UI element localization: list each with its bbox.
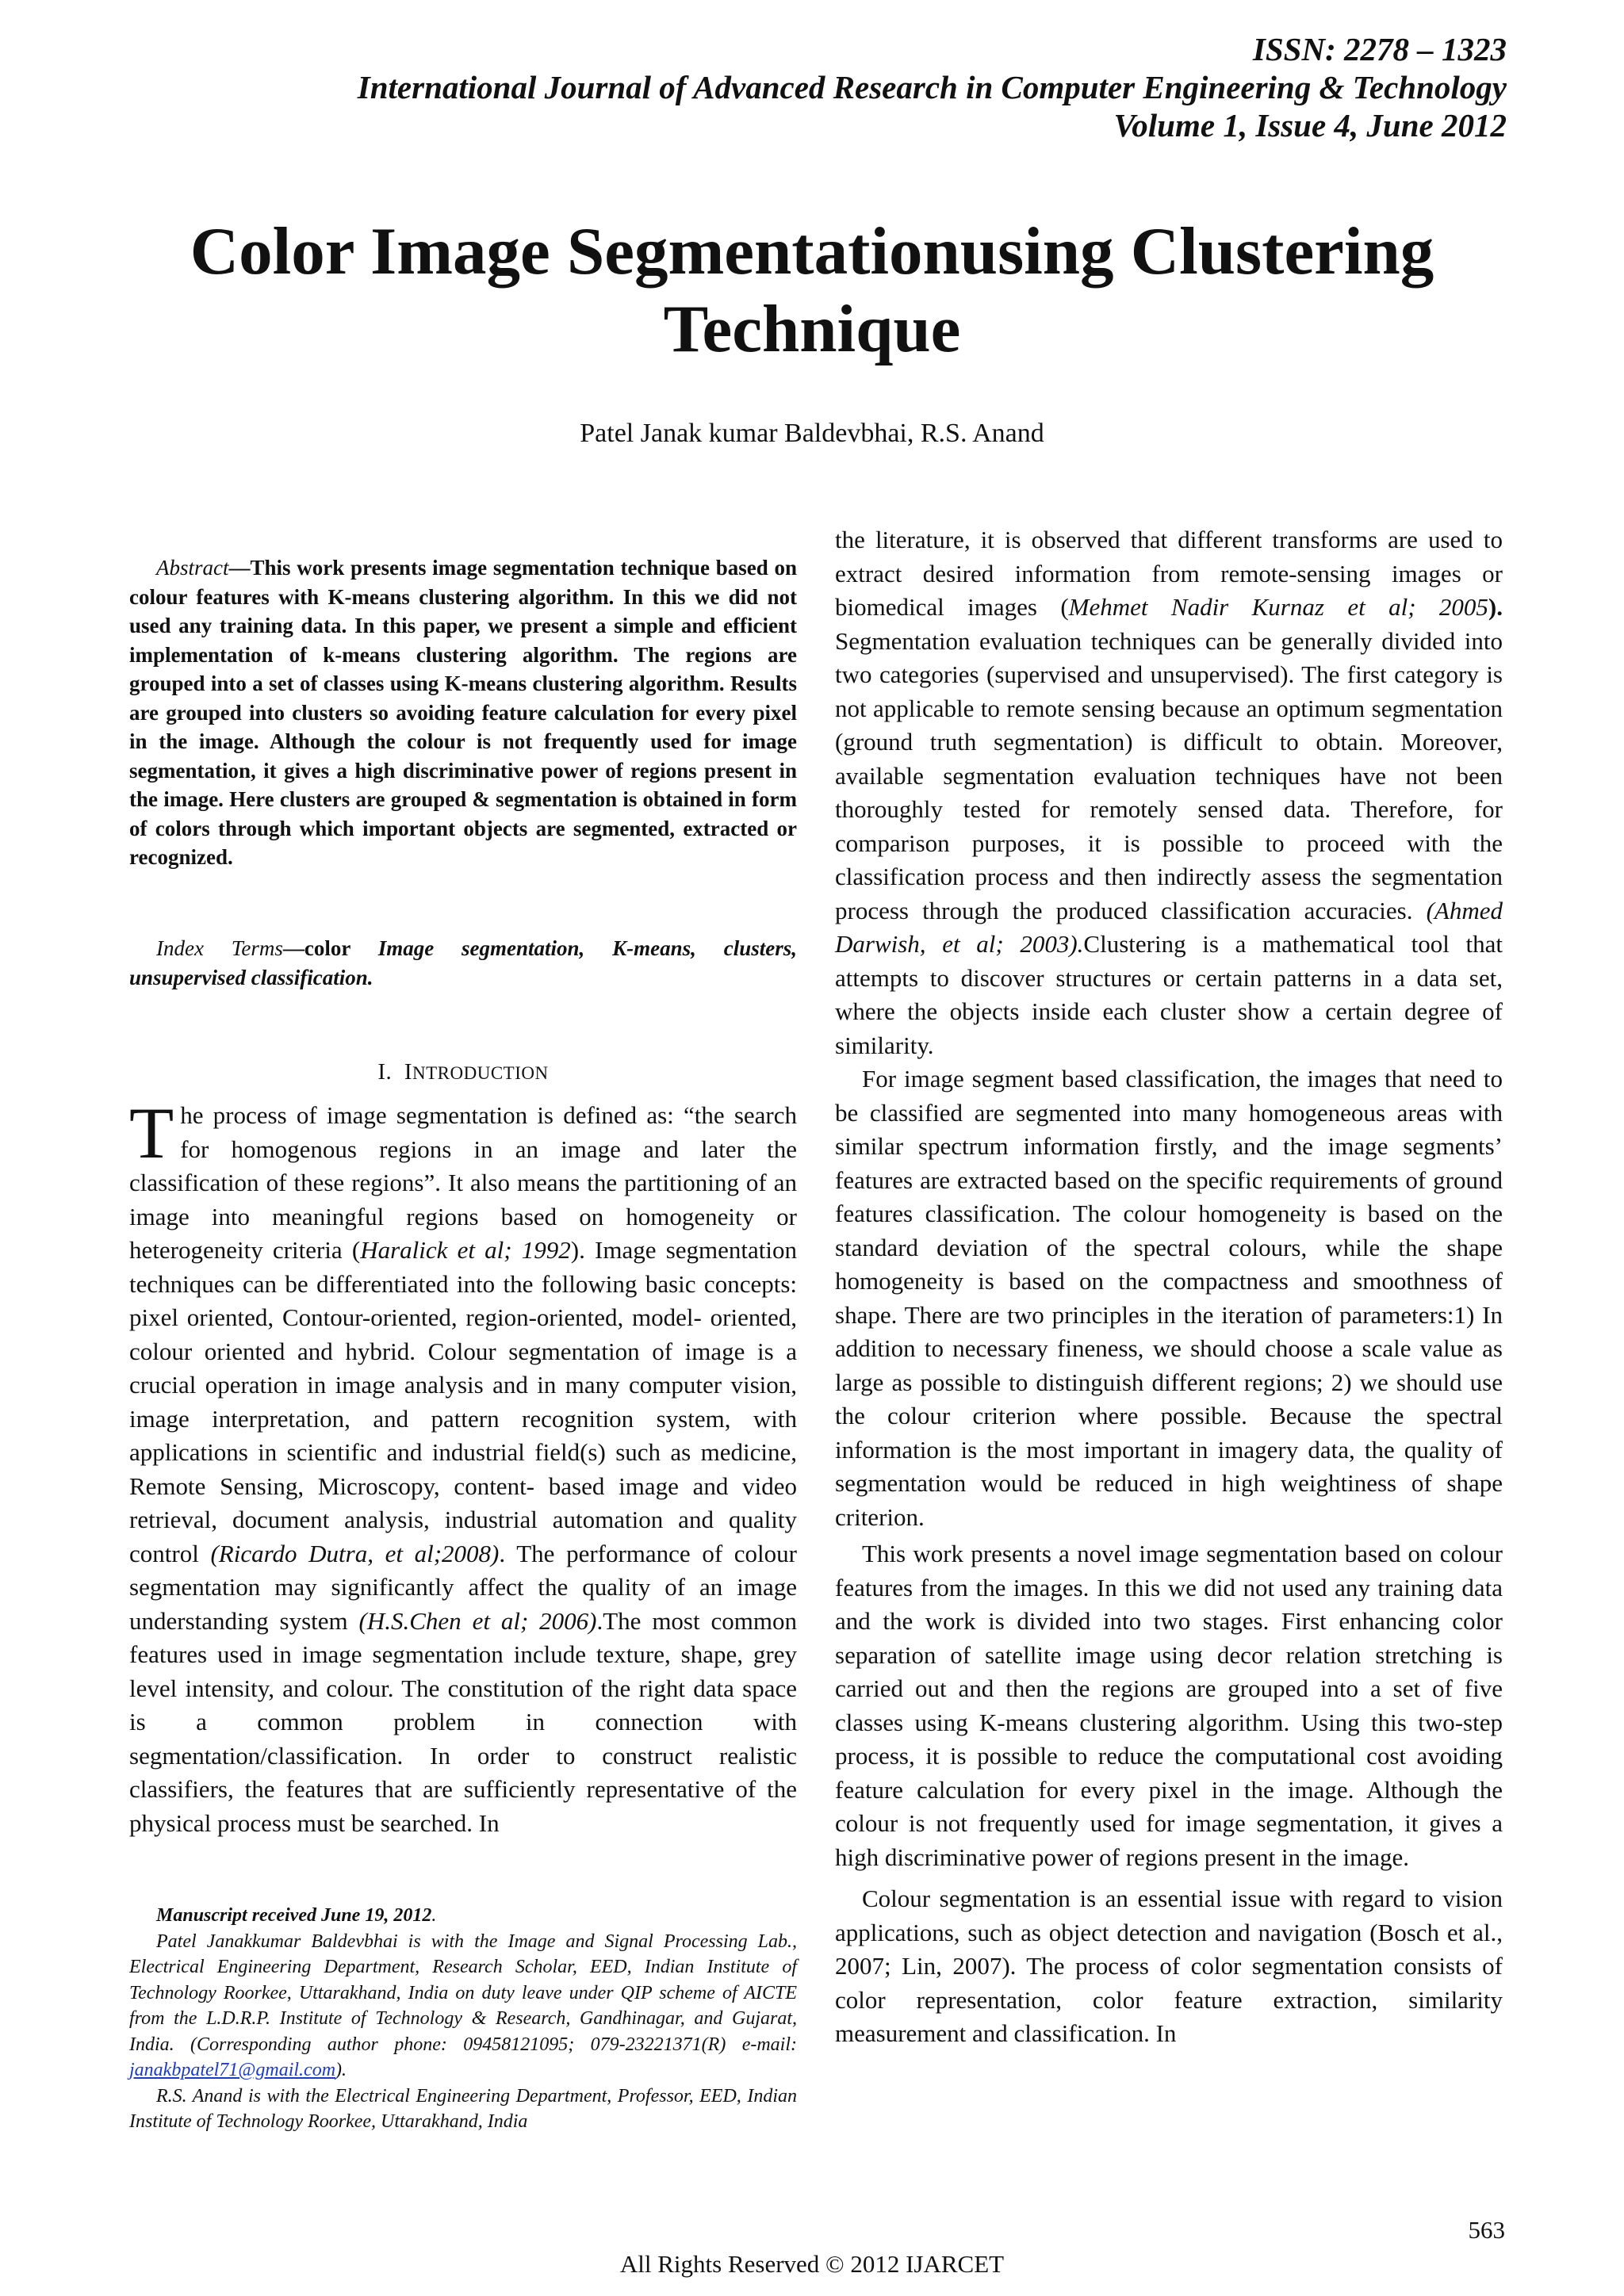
author-email-link[interactable]: janakbpatel71@gmail.com bbox=[129, 2060, 336, 2080]
paragraph-text: the literature, it is observed that different transforms are used to extract desired information from remote-sensing images or biomedical images ( bbox=[835, 526, 1503, 621]
footnote-author-1 bbox=[129, 1929, 797, 2084]
citation: (Ricardo Dutra, et al;2008) bbox=[210, 1539, 500, 1567]
abstract-text: —This work presents image segmentation technique based on colour features with K-means clustering algorithm. In this we did not used any training data. In this paper, we present a simple and efficient implementation of k-means clustering algorithm. The regions are grouped into a set of classes using K-means clustering algorithm. Results are grouped into clusters so avoiding feature calculation for every pixel in the image. Although the colour is not frequently used for image segmentation, it gives a high discriminative power of regions present in the image. Here clusters are grouped & segmentation is obtained in form of colors through which important objects are segmented, extracted or recognized. bbox=[129, 556, 797, 869]
paper-title bbox=[0, 212, 1624, 368]
paragraph-text: Segmentation evaluation techniques can be generally divided into two categories (supervised and unsupervised). The first category is not applicable to remote sensing because an optimum segmentation (ground truth segmentation) is difficult to obtain. Moreover, available segmentation evaluation techniques have not been thoroughly tested for remotely sensed data. Therefore, for comparison purposes, it is possible to proceed with the classification process and then indirectly assess the segmentation process through the produced classification accuracies. bbox=[835, 626, 1503, 924]
section-title-rest: NTRODUCTION bbox=[412, 1063, 549, 1083]
paragraph: For image segment based classification, the images that need to be classified are segmented into many homogeneous areas with similar spectrum information firstly, and the image segments’ features are extracted based on the specific requirements of ground features classification. The colour homogeneity is based on the standard deviation of the spectral colours, while the shape homogeneity is based on the compactness and smoothness of shape. There are two principles in the iteration of parameters:1) In addition to necessary fineness, we should choose a scale value as large as possible to distinguish different regions; 2) we should use the colour criterion where possible. Because the spectral information is the most important in imagery data, the quality of segmentation would be reduced in high weightiness of shape criterion. bbox=[835, 1065, 1503, 1531]
author-1-affiliation: Patel Janakkumar Baldevbhai is with the Image and Signal Processing Lab., Electrical Engineering Department, Research Scholar, EED, Indian Institute of Technology Roorkee, Uttarakhand, India on duty leave under QIP scheme of AICTE from the L.D.R.P. Institute of Technology & Research, Gandhinagar, and Gujarat, India. (Corresponding author phone: 09458121095; 079-23221371(R) e-mail: bbox=[129, 1931, 797, 2055]
section-numeral: I. bbox=[377, 1059, 393, 1085]
footnote-received bbox=[129, 1903, 797, 1929]
footnote bbox=[129, 1903, 797, 2135]
page-number: 563 bbox=[1468, 2216, 1505, 2244]
intro-text: he process of image segmentation is defined as: “the search for homogenous regions in an image and later the classification of these regions”. It also means the partitioning of an image into meaningful regions based on homogeneity or heterogeneity criteria ( bbox=[129, 1101, 797, 1264]
received-date-end: . bbox=[431, 1905, 437, 1926]
citation: (H.S.Chen et al; 2006) bbox=[358, 1606, 597, 1635]
footnote-author-2: R.S. Anand is with the Electrical Engineering Department, Professor, EED, Indian Institute of Technology Roorkee, Uttarakhand, India bbox=[129, 2085, 797, 2132]
citation: Mehmet Nadir Kurnaz et al; 2005 bbox=[1068, 593, 1488, 621]
intro-text: .The most common features used in image segmentation include texture, shape, grey level intensity, and colour. The constitution of the right data space is a common problem in connection with segmentation/classification. In order to construct realistic classifiers, the features that are sufficiently representative of the physical process must be searched. In bbox=[129, 1606, 797, 1837]
received-date: Manuscript received June 19, 2012 bbox=[156, 1905, 432, 1926]
author-1-affiliation-end: ). bbox=[335, 2060, 347, 2080]
page-footer: All Rights Reserved © 2012 IJARCET bbox=[619, 2250, 1005, 2278]
index-terms-list: Image segmentation, K-means, clusters, unsupervised classification. bbox=[129, 936, 798, 989]
paragraph: Colour segmentation is an essential issue with regard to vision applications, such as object detection and navigation (Bosch et al., 2007; Lin, 2007). The process of color segmentation consists of color representation, color feature extraction, similarity measurement and classification. In bbox=[835, 1885, 1503, 2047]
intro-text: ). Image segmentation techniques can be differentiated into the following basic concepts: pixel oriented, Contour-oriented, region-oriented, model- oriented, colour oriented and hybrid. Colour segmentation of image is a crucial operation in image analysis and in many computer vision, image interpretation, and pattern recognition system, with applications in scientific and industrial field(s) such as medicine, Remote Sensing, Microscopy, content- based image and video retrieval, document analysis, industrial automation and quality control bbox=[129, 1236, 797, 1567]
drop-cap: T bbox=[129, 1093, 174, 1173]
paragraph-text: ). bbox=[1488, 593, 1503, 621]
index-terms-label: Index Terms bbox=[156, 936, 283, 960]
section-title-initial: I bbox=[404, 1059, 412, 1085]
paragraph-text: Clustering is a mathematical tool that attempts to discover structures or certain patterns in a data set, where the objects inside each cluster show a certain degree of similarity. bbox=[835, 930, 1503, 1059]
introduction-text bbox=[129, 1093, 797, 1840]
section-heading-introduction bbox=[129, 1059, 797, 1085]
issn: ISSN: 2278 – 1323 bbox=[1252, 31, 1507, 67]
authors: Patel Janak kumar Baldevbhai, R.S. Anand bbox=[580, 419, 1044, 448]
index-terms bbox=[129, 934, 797, 992]
intro-text: . The performance of colour segmentation may significantly affect the quality of an image understanding system bbox=[129, 1539, 797, 1635]
journal-header bbox=[358, 30, 1507, 144]
index-terms-dash: —color bbox=[282, 936, 378, 960]
citation: Haralick et al; 1992 bbox=[360, 1236, 571, 1264]
right-column-text bbox=[835, 523, 1503, 2051]
title-line-1: Color Image Segmentationusing Clustering bbox=[190, 214, 1434, 289]
citation: (Ahmed Darwish, et al; 2003). bbox=[835, 896, 1503, 958]
abstract-label: Abstract bbox=[156, 556, 229, 580]
title-line-2: Technique bbox=[663, 292, 961, 366]
volume-issue: Volume 1, Issue 4, June 2012 bbox=[1113, 107, 1507, 144]
paragraph: This work presents a novel image segmentation based on colour features from the images. In this we did not used any training data and the work is divided into two stages. First enhancing color separation of satellite image using decor relation stretching is carried out and then the regions are grouped into a set of five classes using K-means clustering algorithm. Using this two-step process, it is possible to reduce the computational cost avoiding feature calculation for every pixel in the image. Although the colour is not frequently used for image segmentation, it gives a high discriminative power of regions present in the image. bbox=[835, 1540, 1503, 1871]
journal-name: International Journal of Advanced Research in Computer Engineering & Technology bbox=[357, 69, 1507, 105]
abstract bbox=[129, 553, 797, 872]
paragraph bbox=[835, 523, 1503, 1062]
